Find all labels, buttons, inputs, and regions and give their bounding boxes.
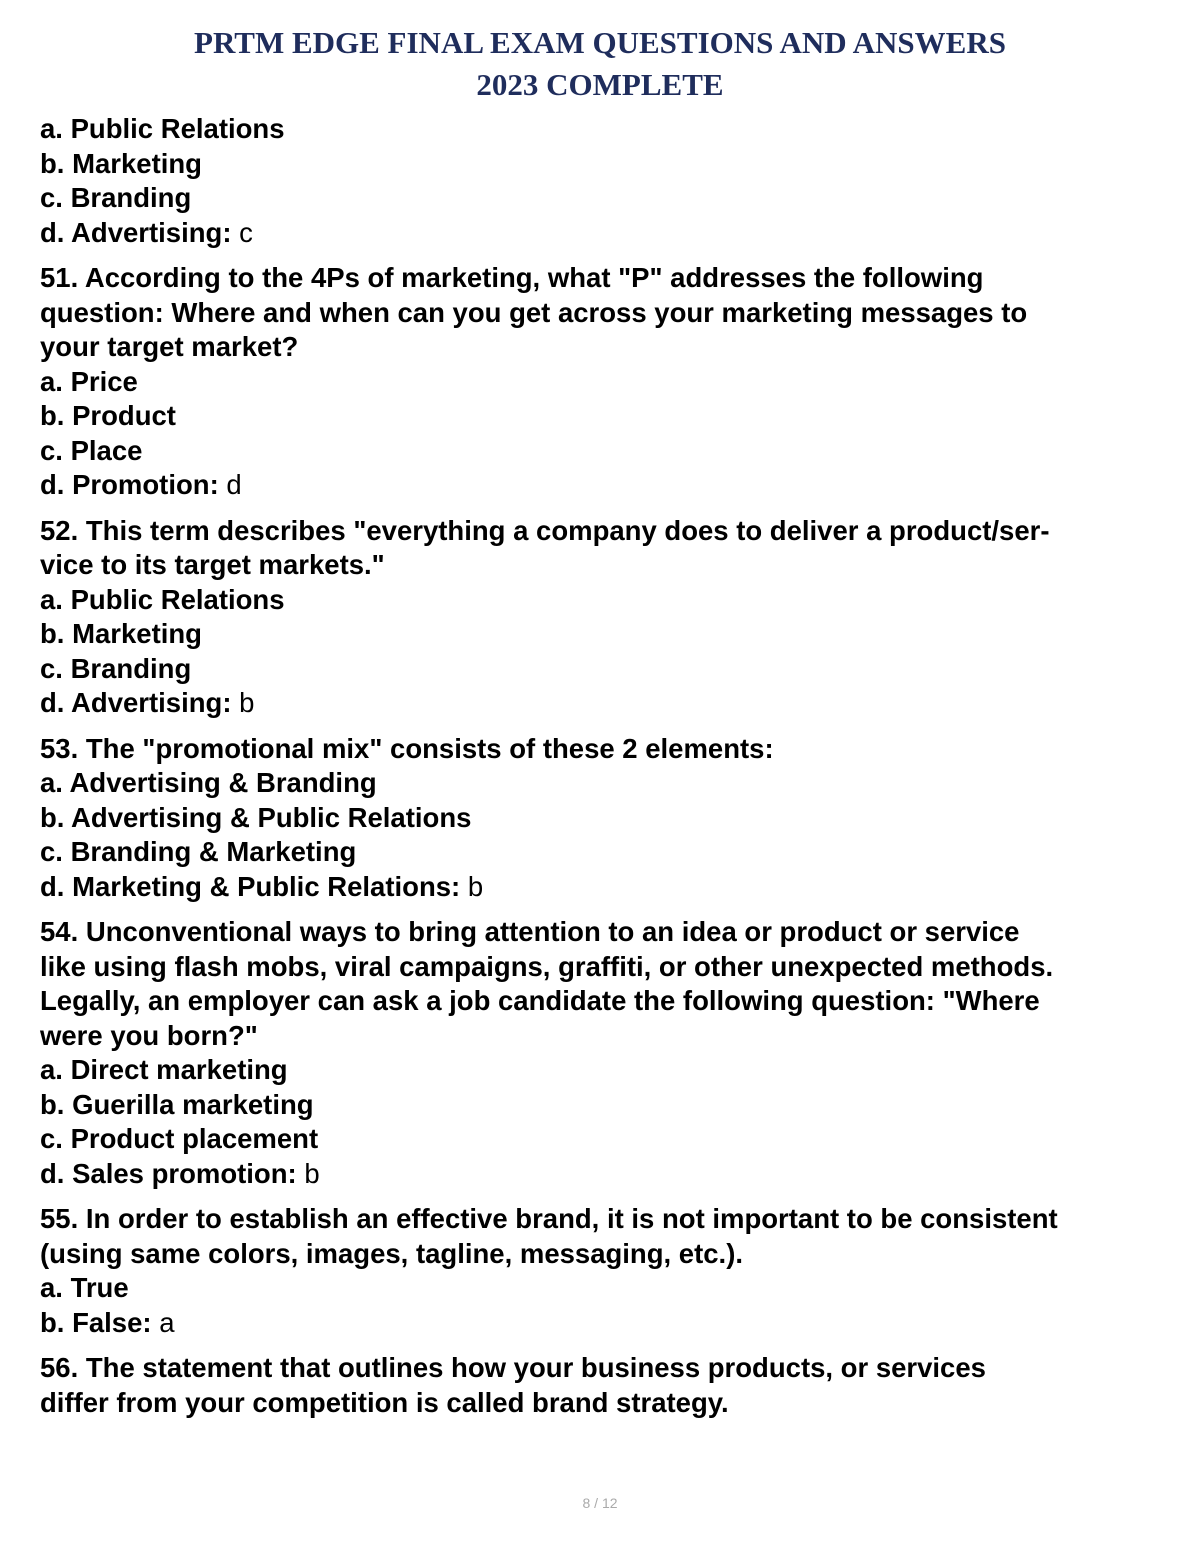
option-label: d. Advertising: (40, 687, 232, 718)
question-text: 51. According to the 4Ps of marketing, what "P" addresses the following (40, 262, 984, 293)
document-title-line-2: 2023 COMPLETE (476, 67, 724, 102)
option: c. Branding (40, 652, 192, 684)
document-body (40, 112, 1165, 1420)
question-text: like using flash mobs, viral campaigns, graffiti, or other unexpected methods. (40, 950, 1054, 982)
option: b. Advertising & Public Relations (40, 801, 472, 833)
question-text: 55. In order to establish an effective brand, it is not important to be consistent (40, 1203, 1058, 1234)
answer-key: b (304, 1157, 320, 1189)
question-text: were you born?" (40, 1019, 258, 1051)
question-text: vice to its target markets." (40, 549, 385, 580)
question-text: 53. The "promotional mix" consists of these 2 elements: (40, 732, 774, 764)
option: a. Direct marketing (40, 1054, 288, 1085)
question-text: 56. The statement that outlines how your business products, or services (40, 1352, 986, 1383)
answer-key: a (159, 1306, 175, 1338)
option: a. Public Relations (40, 113, 285, 144)
option-label: d. Sales promotion: (40, 1157, 297, 1189)
answer-key: b (467, 870, 484, 902)
page-number: 8 / 12 (582, 1495, 618, 1511)
option-with-answer (40, 870, 1165, 905)
option-with-answer (40, 1306, 1165, 1341)
question-block (40, 1202, 1165, 1340)
question-block (40, 514, 1165, 721)
option-with-answer (40, 686, 1165, 721)
option-label: d. Advertising: (40, 216, 232, 248)
option: c. Place (40, 434, 143, 466)
answer-key: b (239, 687, 255, 718)
question-block (40, 732, 1165, 905)
question-text: Legally, an employer can ask a job candidate the following question: "Where (40, 985, 1040, 1016)
option-with-answer (40, 1157, 1165, 1192)
option-label: d. Marketing & Public Relations: (40, 870, 461, 902)
question-block (40, 1351, 1165, 1420)
option-label: d. Promotion: (40, 469, 219, 500)
question-text: your target market? (40, 331, 299, 362)
option: c. Product placement (40, 1123, 319, 1154)
question-list (40, 261, 1165, 1420)
question-text: 54. Unconventional ways to bring attention to an idea or product or service (40, 916, 1020, 947)
option: b. Marketing (40, 618, 202, 649)
option-label: b. False: (40, 1306, 152, 1338)
option: a. True (40, 1272, 129, 1303)
option: a. Public Relations (40, 583, 285, 615)
option: a. Price (40, 365, 138, 397)
option: b. Guerilla marketing (40, 1088, 314, 1120)
answer-key: d (226, 469, 242, 500)
option-with-answer (40, 468, 1165, 503)
option: c. Branding & Marketing (40, 836, 357, 867)
question-block (40, 261, 1165, 503)
option: b. Marketing (40, 147, 202, 179)
option: a. Advertising & Branding (40, 767, 377, 798)
option: b. Product (40, 400, 176, 431)
document-title (0, 22, 1200, 106)
question-text: differ from your competition is called brand strategy. (40, 1386, 729, 1418)
option-with-answer (40, 216, 1165, 251)
question-text: (using same colors, images, tagline, messaging, etc.). (40, 1237, 743, 1269)
document-title-line-1: PRTM EDGE FINAL EXAM QUESTIONS AND ANSWERS (194, 25, 1006, 60)
question-block (40, 915, 1165, 1191)
question-continuation (40, 112, 1165, 250)
option: c. Branding (40, 182, 192, 213)
question-text: 52. This term describes "everything a company does to deliver a product/ser- (40, 514, 1050, 546)
question-text: question: Where and when can you get across your marketing messages to (40, 296, 1028, 328)
answer-key: c (239, 216, 253, 248)
